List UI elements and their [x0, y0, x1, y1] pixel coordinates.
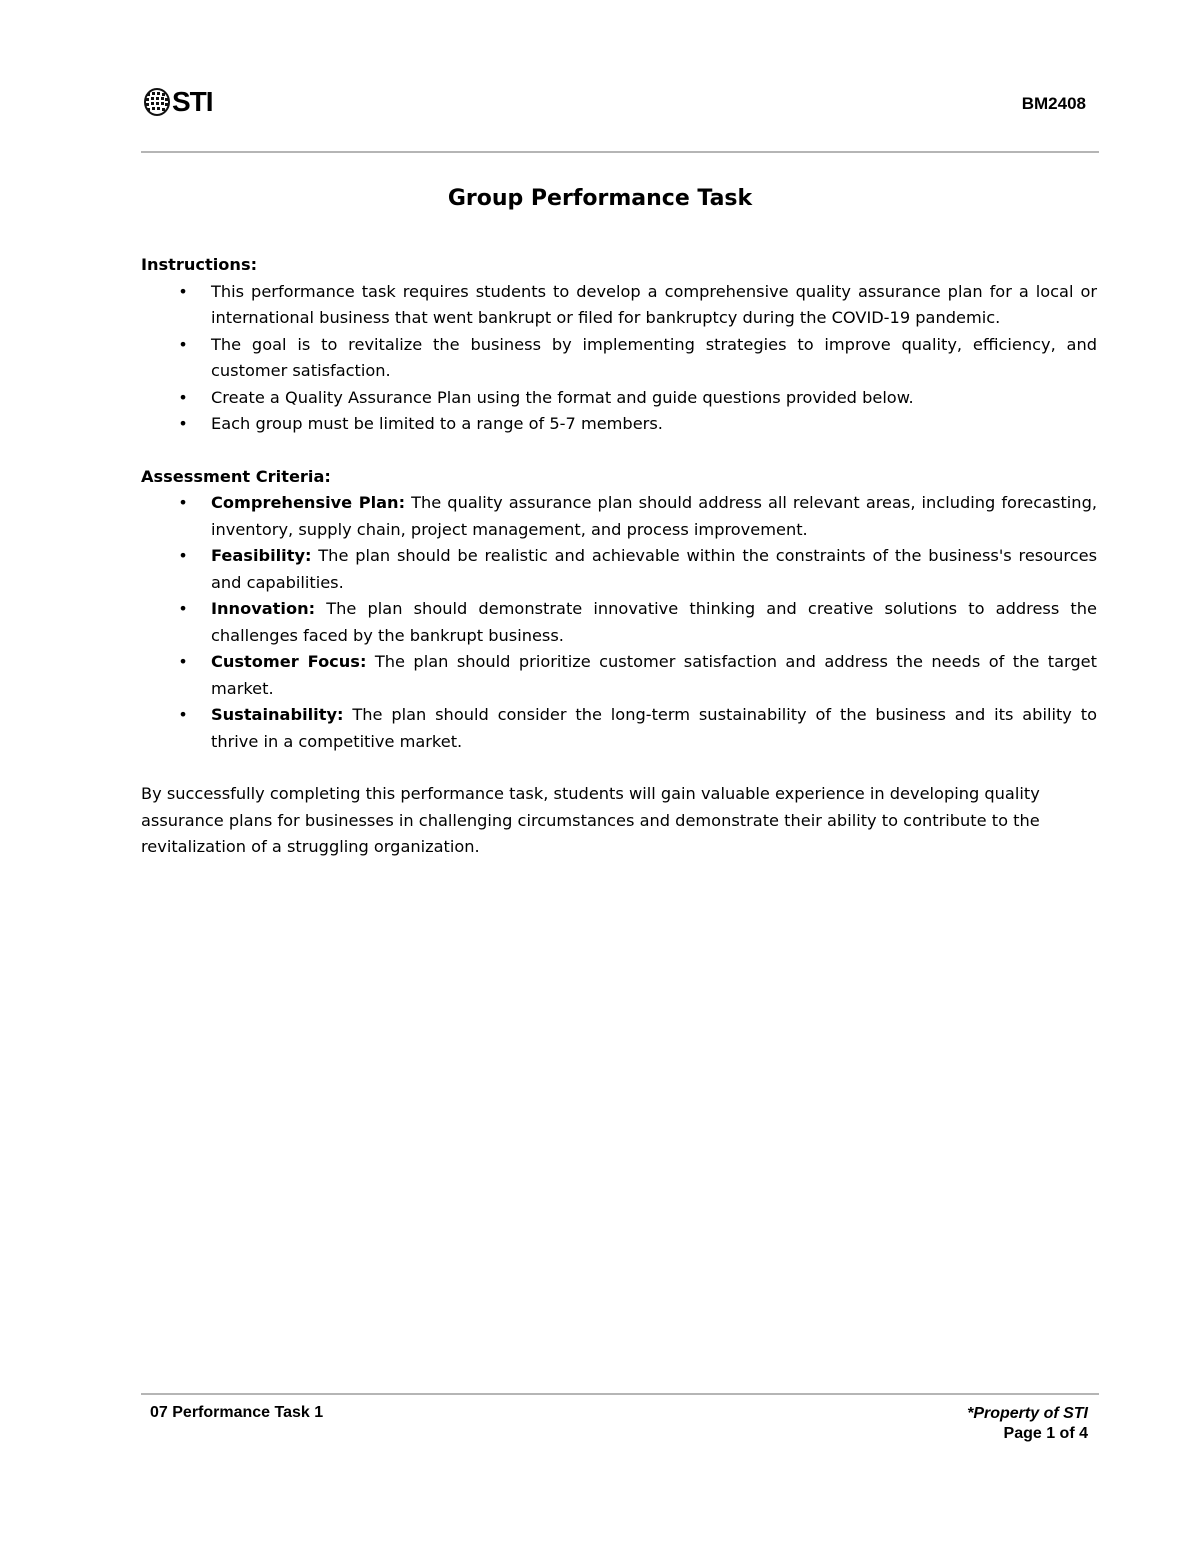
bullet-icon: • [178, 705, 188, 724]
bullet-icon: • [178, 546, 188, 565]
list-item: • Customer Focus: The plan should prioritize customer satisfaction and address the needs of the target market. [141, 649, 1097, 702]
list-item: • Each group must be limited to a range of 5-7 members. [141, 411, 1097, 438]
criterion-term: Sustainability: [211, 705, 344, 724]
header-divider [141, 151, 1099, 153]
assessment-heading: Assessment Criteria: [141, 466, 331, 486]
footer-course-label: 07 Performance Task 1 [150, 1404, 324, 1421]
list-item: • This performance task requires students to develop a comprehensive quality assurance plan for a local or international business that went bankrupt or filed for bankruptcy during the COVID-19 pandemic. [141, 279, 1097, 332]
criterion-term: Comprehensive Plan: [211, 493, 406, 512]
sti-logo [144, 84, 214, 120]
list-item: • Innovation: The plan should demonstrate innovative thinking and creative solutions to address the challenges faced by the bankrupt business. [141, 596, 1097, 649]
bullet-icon: • [178, 281, 188, 301]
bullet-icon: • [178, 387, 188, 407]
page-title: Group Performance Task [447, 186, 753, 211]
list-item: • Feasibility: The plan should be realistic and achievable within the constraints of the business's resources and capabilities. [141, 543, 1097, 596]
footer-info [967, 1404, 1088, 1444]
bullet-icon: • [178, 493, 188, 512]
criterion-term: Innovation: [211, 599, 316, 618]
list-item: • The goal is to revitalize the business by implementing strategies to improve quality, efficiency, and customer satisfaction. [141, 332, 1097, 385]
footer-divider [141, 1393, 1099, 1395]
closing-paragraph: By successfully completing this performance task, students will gain valuable experience in developing quality assurance plans for businesses in challenging circumstances and demonstrate their ability to contribute to the revitalization of a struggling organization. [141, 784, 1040, 856]
list-item: • Comprehensive Plan: The quality assurance plan should address all relevant areas, including forecasting, inventory, supply chain, project management, and process improvement. [141, 490, 1097, 543]
logo-text: STI [172, 86, 213, 117]
criterion-term: Customer Focus: [211, 652, 367, 671]
criterion-term: Feasibility: [211, 546, 312, 565]
document-code: BM2408 [1021, 94, 1086, 113]
instructions-heading: Instructions: [141, 255, 258, 274]
list-item: • Sustainability: The plan should consider the long-term sustainability of the business and its ability to thrive in a competitive market. [141, 702, 1097, 755]
bullet-icon: • [178, 414, 188, 433]
assessment-list [141, 490, 1097, 755]
bullet-icon: • [178, 599, 188, 618]
page-number: Page 1 of 4 [1003, 1425, 1088, 1442]
list-item: • Create a Quality Assurance Plan using the format and guide questions provided below. [141, 385, 1097, 412]
instructions-list [141, 279, 1097, 438]
globe-icon [144, 87, 170, 117]
property-notice: *Property of STI [967, 1405, 1088, 1422]
bullet-icon: • [178, 652, 188, 671]
bullet-icon: • [178, 334, 188, 354]
spacer [141, 755, 1097, 781]
document-body [141, 252, 1097, 861]
spacer [141, 438, 1097, 464]
